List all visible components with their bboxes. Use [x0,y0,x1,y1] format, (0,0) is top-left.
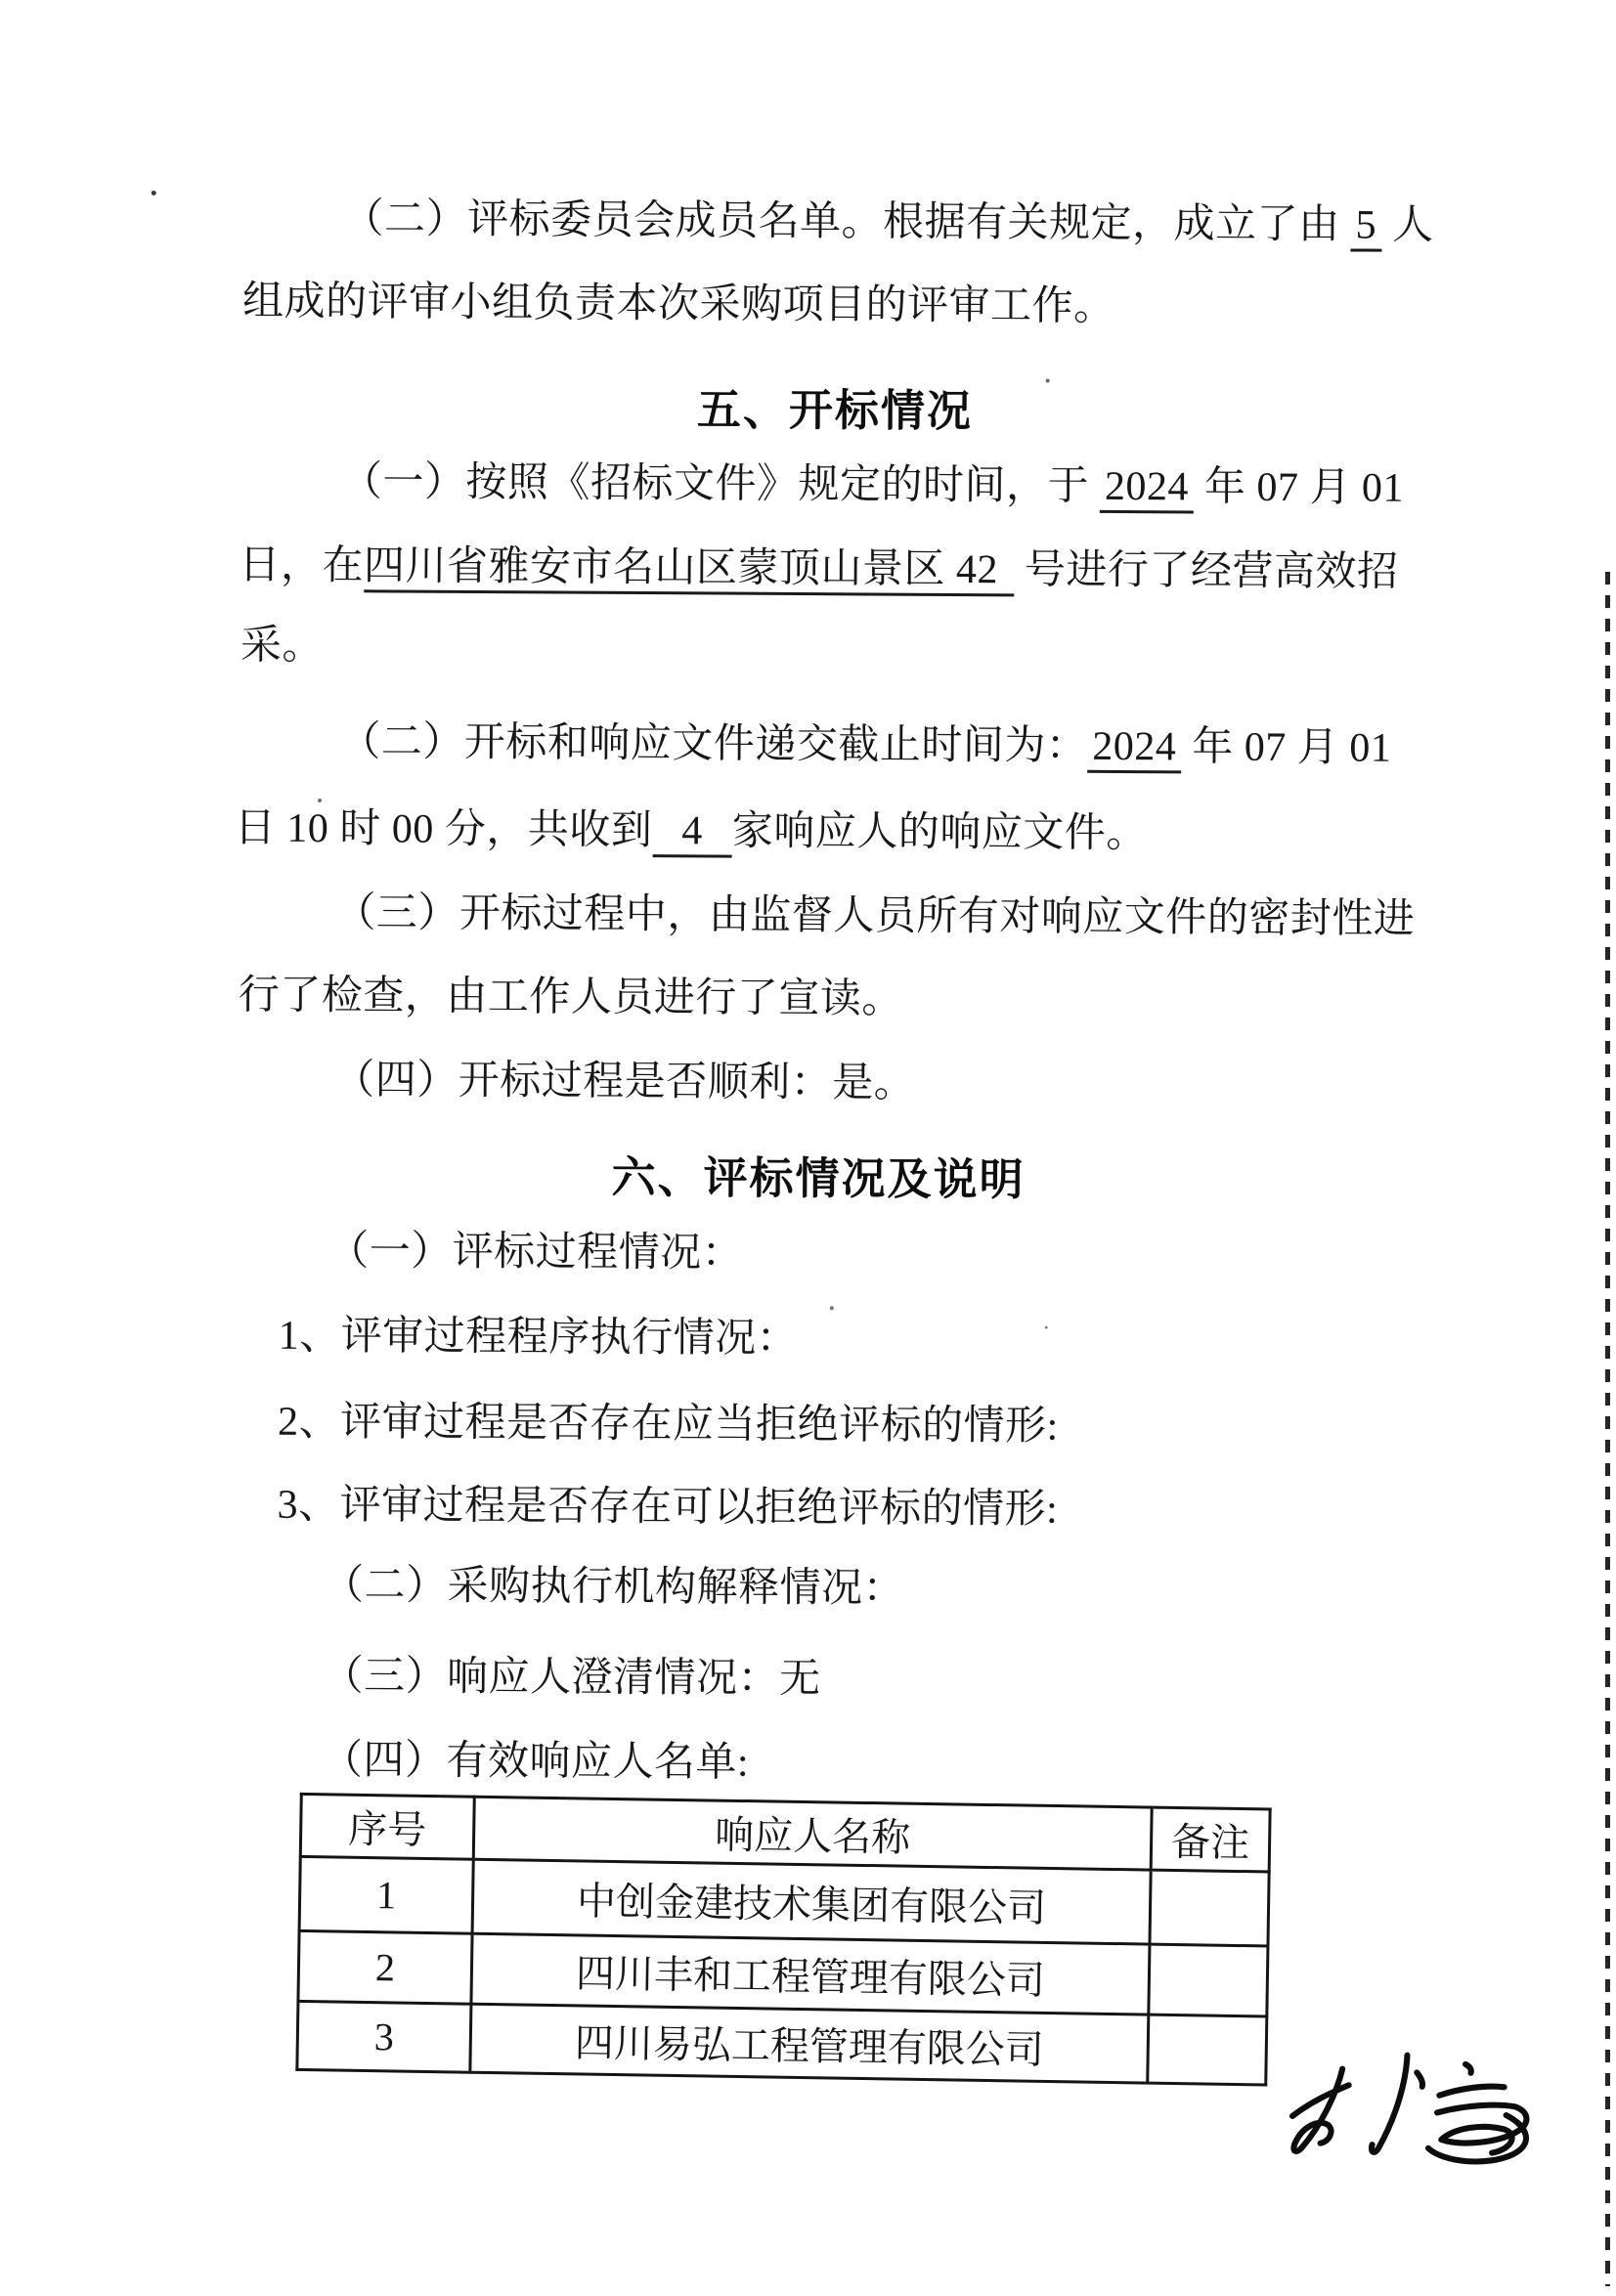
scan-speck [1046,379,1050,383]
paragraph-opening-time-line1 [341,456,1404,514]
paragraph-deadline-line2 [235,802,1148,859]
underlined-year: 2024 [1100,464,1194,514]
scan-speck [318,799,322,802]
scan-speck [830,1306,834,1310]
column-header-index: 序号 [300,1794,474,1859]
cell-index: 3 [297,2001,471,2072]
scan-edge-artifact [1605,572,1610,2286]
underlined-address: 四川省雅安市名山区蒙顶山景区 42 [364,543,1014,596]
text-run: 年 07 月 01 [1181,724,1392,771]
section-heading-bid-opening: 五、开标情况 [696,385,974,437]
section-heading-evaluation: 六、评标情况及说明 [611,1152,1026,1205]
table-row [297,2001,1267,2085]
list-item-eval-3: 3、评审过程是否存在可以拒绝评标的情形: [277,1482,1059,1533]
paragraph-opening-time-line3: 采。 [240,623,325,670]
paragraph-valid-respondents: （四）有效响应人名单: [321,1738,750,1786]
text-run: 年 07 月 01 [1193,464,1405,511]
cell-respondent-name: 四川丰和工程管理有限公司 [471,1933,1150,2014]
scan-speck [152,191,156,195]
text-run: 日 10 时 00 分，共收到 [234,805,653,854]
column-header-respondent-name: 响应人名称 [473,1797,1152,1870]
paragraph-committee-line2: 组成的评审小组负责本次采购项目的评审工作。 [241,279,1115,329]
cell-respondent-name: 中创金建技术集团有限公司 [472,1859,1151,1944]
paragraph-seal-check-line1: （三）开标过程中，由监督人员所有对响应文件的密封性进 [334,890,1416,942]
cell-remarks [1150,1870,1269,1946]
cell-respondent-name: 四川易弘工程管理有限公司 [470,2004,1149,2083]
text-run: 家响应人的响应文件。 [731,808,1148,857]
text-run: 日，在 [239,542,365,589]
underlined-member-count: 5 [1350,202,1381,251]
scan-speck [1045,1326,1048,1329]
cell-index: 1 [299,1856,473,1933]
paragraph-eval-process: （一）评标过程情况： [328,1229,744,1277]
cell-index: 2 [298,1930,472,2004]
paragraph-deadline-line1 [339,716,1391,774]
text-run: （二）评标委员会成员名单。根据有关规定，成立了由 [342,196,1351,248]
list-item-eval-2: 2、评审过程是否存在应当拒绝评标的情形: [277,1399,1059,1450]
text-run: 人 [1380,202,1434,248]
paragraph-opening-smooth: （四）开标过程是否顺利：是。 [333,1058,916,1106]
underlined-year: 2024 [1087,724,1181,774]
text-run: （一）按照《招标文件》规定的时间，于 [340,459,1101,509]
underlined-respondent-count: 4 [652,808,732,857]
column-header-remarks: 备注 [1151,1807,1270,1872]
paragraph-agency-explanation: （二）采购执行机构解释情况： [322,1563,905,1612]
paragraph-opening-time-line2 [239,541,1398,598]
handwritten-signature [1279,2045,1539,2193]
paragraph-committee-line1 [342,194,1433,251]
respondents-table [295,1793,1271,2087]
paragraph-clarification: （三）响应人澄清情况：无 [322,1654,821,1703]
cell-remarks [1149,1944,1268,2016]
text-run: （二）开标和响应文件递交截止时间为： [339,719,1088,769]
paragraph-seal-check-line2: 行了检查，由工作人员进行了宣读。 [238,973,903,1022]
cell-remarks [1148,2014,1267,2085]
text-run: 号进行了经营高效招 [1013,547,1399,595]
list-item-eval-1: 1、评审过程程序执行情况： [278,1313,799,1363]
